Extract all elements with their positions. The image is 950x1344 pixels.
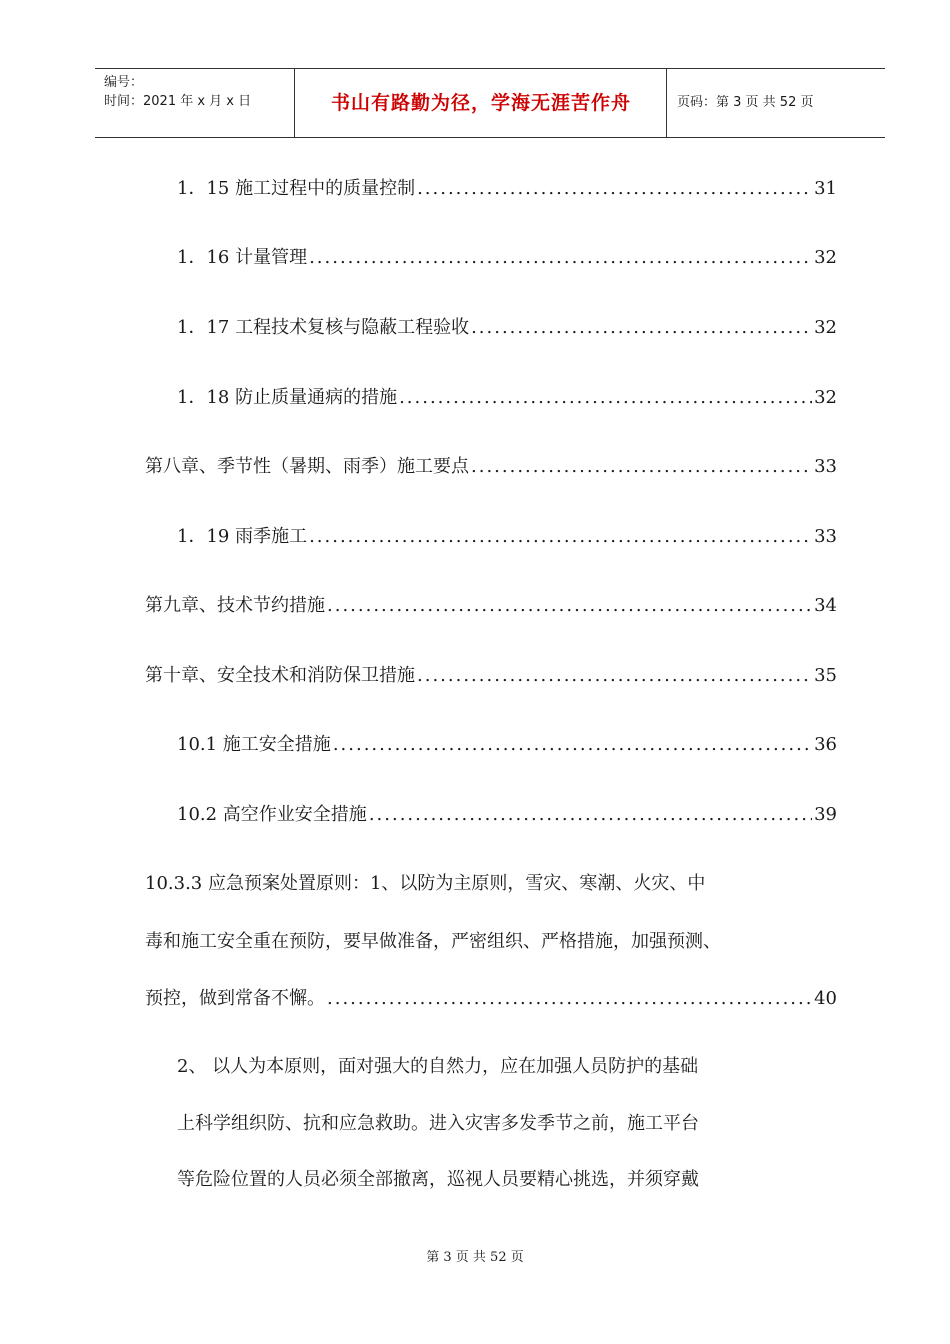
toc-entry-label: 1．16 计量管理	[177, 247, 308, 268]
toc-leader-dots	[471, 456, 812, 477]
toc-chapter-entry[interactable]	[145, 452, 837, 478]
toc-entry-page: 33	[814, 526, 837, 547]
toc-entry-1033[interactable]	[145, 984, 837, 1010]
toc-leader-dots	[327, 595, 812, 616]
toc-entry[interactable]	[177, 313, 837, 339]
number-label: 编号：	[104, 75, 144, 90]
toc-leader-dots	[309, 247, 812, 268]
toc-entry-label: 1．17 工程技术复核与隐蔽工程验收	[177, 317, 470, 338]
toc-entry-label: 预控，做到常备不懈。	[145, 988, 325, 1009]
entry-1033-line: 10.3.3 应急预案处置原则：1、以防为主原则，雪灾、寒潮、火灾、中	[145, 873, 706, 894]
toc-entry-page: 35	[814, 665, 837, 686]
paragraph-line: 2、 以人为本原则，面对强大的自然力，应在加强人员防护的基础	[177, 1056, 699, 1077]
toc-entry-label: 第九章、技术节约措施	[145, 595, 325, 616]
toc-entry-label: 第十章、安全技术和消防保卫措施	[145, 665, 415, 686]
header-meta	[95, 69, 295, 137]
paragraph-line: 上科学组织防、抗和应急救助。进入灾害多发季节之前，施工平台	[177, 1113, 699, 1134]
toc-entry-page: 33	[814, 456, 837, 477]
toc-chapter-entry[interactable]	[145, 591, 837, 617]
header-page-info: 页码：第 3 页 共 52 页	[677, 95, 814, 110]
toc-entry-page: 31	[814, 178, 837, 199]
toc-entry-page: 39	[814, 804, 837, 825]
toc-entry[interactable]	[177, 174, 837, 200]
toc-chapter-entry[interactable]	[145, 661, 837, 687]
toc-entry-label: 10.2 高空作业安全措施	[177, 804, 367, 825]
toc-entry-page: 32	[814, 387, 837, 408]
entry-1033-line: 毒和施工安全重在预防，要早做准备，严密组织、严格措施，加强预测、	[145, 931, 721, 952]
toc-entry[interactable]	[177, 383, 837, 409]
toc-leader-dots	[417, 665, 812, 686]
page-header	[95, 68, 885, 138]
toc-leader-dots	[333, 734, 812, 755]
toc-entry-page: 34	[814, 595, 837, 616]
toc-leader-dots	[399, 387, 812, 408]
time-label: 时间：2021 年 x 月 x 日	[104, 94, 252, 109]
toc-entry[interactable]	[177, 730, 837, 756]
toc-leader-dots	[327, 988, 812, 1009]
toc-entry[interactable]	[177, 800, 837, 826]
toc-leader-dots	[417, 178, 812, 199]
toc-entry-page: 32	[814, 247, 837, 268]
toc-leader-dots	[471, 317, 812, 338]
toc-leader-dots	[369, 804, 812, 825]
toc-entry-page: 32	[814, 317, 837, 338]
toc-entry[interactable]	[177, 243, 837, 269]
toc-entry-label: 1．19 雨季施工	[177, 526, 308, 547]
toc-entry-page: 36	[814, 734, 837, 755]
toc-entry-label: 1．15 施工过程中的质量控制	[177, 178, 416, 199]
toc-leader-dots	[309, 526, 812, 547]
header-motto: 书山有路勤为径，学海无涯苦作舟	[296, 69, 667, 137]
toc-entry-label: 10.1 施工安全措施	[177, 734, 331, 755]
toc-entry-label: 第八章、季节性（暑期、雨季）施工要点	[145, 456, 469, 477]
toc-entry-label: 1．18 防止质量通病的措施	[177, 387, 398, 408]
toc-entry-page: 40	[814, 988, 837, 1009]
toc-entry[interactable]	[177, 522, 837, 548]
paragraph-line: 等危险位置的人员必须全部撤离，巡视人员要精心挑选，并须穿戴	[177, 1169, 699, 1190]
page-footer: 第 3 页 共 52 页	[426, 1250, 524, 1265]
